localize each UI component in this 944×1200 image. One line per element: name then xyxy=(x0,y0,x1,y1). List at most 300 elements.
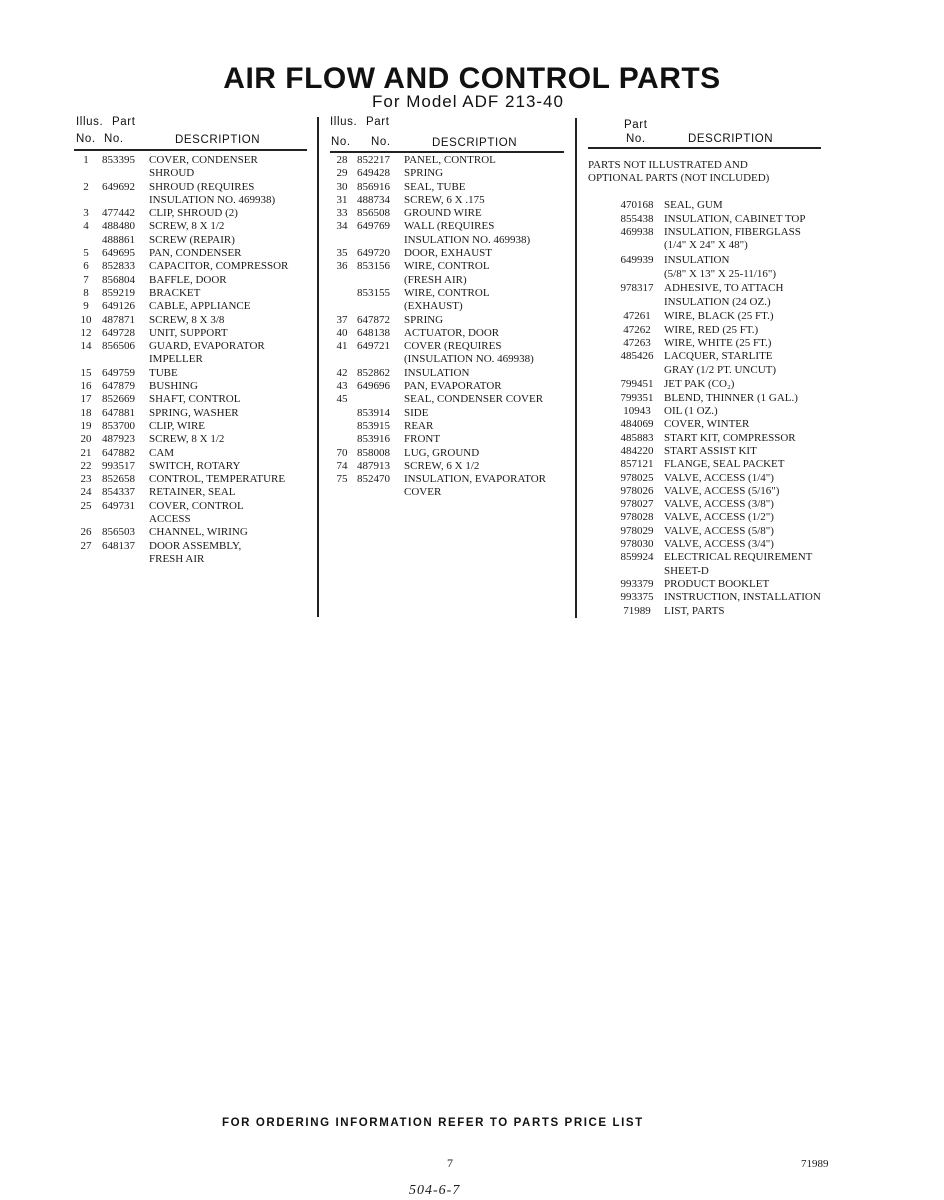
parts-row xyxy=(74,314,288,327)
part-number: 852669 xyxy=(102,393,135,406)
part-description: SCREW, 8 X 1/2 xyxy=(149,220,225,233)
part-number: 649769 xyxy=(357,220,390,233)
note-line: PARTS NOT ILLUSTRATED AND xyxy=(588,159,748,171)
illus-number: 29 xyxy=(336,167,348,180)
part-number: 993375 xyxy=(620,591,654,604)
illus-number: 40 xyxy=(336,326,348,339)
col1-illus-header: Illus. xyxy=(76,116,104,128)
parts-row xyxy=(330,274,546,287)
part-description: SEAL, TUBE xyxy=(404,180,466,193)
parts-row xyxy=(614,458,821,471)
part-description: GUARD, EVAPORATOR xyxy=(149,340,265,353)
parts-row xyxy=(330,340,546,353)
part-description: VALVE, ACCESS (3/4") xyxy=(664,538,774,551)
part-number: 799351 xyxy=(620,391,654,404)
part-description: INSULATION NO. 469938) xyxy=(404,233,531,246)
part-description: INSULATION xyxy=(664,254,730,267)
parts-row xyxy=(330,380,546,393)
col1-part-header: Part xyxy=(112,116,136,128)
part-description: COVER, CONTROL xyxy=(149,499,244,512)
part-number: 485883 xyxy=(620,431,654,444)
part-number: 978029 xyxy=(620,524,654,537)
part-description: DOOR, EXHAUST xyxy=(404,247,492,260)
parts-row xyxy=(330,220,546,233)
parts-row xyxy=(74,380,288,393)
part-number: 47262 xyxy=(623,323,651,336)
part-number: 647872 xyxy=(357,313,390,326)
part-number: 852217 xyxy=(357,154,390,166)
part-description: LUG, GROUND xyxy=(404,446,480,459)
part-description: WIRE, WHITE (25 FT.) xyxy=(664,337,772,350)
illus-number: 9 xyxy=(83,300,89,313)
handwritten-note: 504-6-7 xyxy=(409,1183,461,1198)
parts-row xyxy=(614,268,821,281)
part-description: FRONT xyxy=(404,433,441,446)
illus-number: 2 xyxy=(83,180,89,193)
parts-row xyxy=(330,420,546,433)
illus-number: 21 xyxy=(80,446,92,459)
part-description: SHROUD (REQUIRES xyxy=(149,180,255,193)
illus-number: 6 xyxy=(83,260,89,273)
part-number: 978030 xyxy=(620,538,654,551)
part-number: 649126 xyxy=(102,300,135,313)
part-description: SWITCH, ROTARY xyxy=(149,459,241,472)
part-number: 856503 xyxy=(102,526,135,539)
part-number: 647881 xyxy=(102,406,135,419)
part-number: 856506 xyxy=(102,340,135,353)
part-number: 978028 xyxy=(620,511,654,524)
parts-row xyxy=(330,367,546,380)
col3-part-no-header: No. xyxy=(626,133,646,145)
illus-number: 45 xyxy=(336,393,348,406)
part-number: 649721 xyxy=(357,340,390,353)
parts-row xyxy=(614,350,821,363)
part-description: SCREW, 6 X .175 xyxy=(404,193,485,206)
parts-row xyxy=(614,226,821,239)
parts-row xyxy=(74,420,288,433)
part-description: PRODUCT BOOKLET xyxy=(664,577,770,590)
parts-row xyxy=(330,154,546,167)
illus-number: 10 xyxy=(80,313,92,326)
parts-row xyxy=(74,526,288,539)
part-description: (EXHAUST) xyxy=(404,300,463,313)
part-description: PAN, CONDENSER xyxy=(149,247,242,260)
part-description: SIDE xyxy=(404,406,429,419)
part-description: (FRESH AIR) xyxy=(404,273,467,286)
part-description: SPRING, WASHER xyxy=(149,406,239,419)
part-description: SCREW, 8 X 3/8 xyxy=(149,313,225,326)
illus-number: 27 xyxy=(80,539,92,552)
illus-number: 8 xyxy=(83,286,89,299)
part-number: 470168 xyxy=(620,199,654,211)
parts-row xyxy=(74,220,288,233)
part-description: ACCESS xyxy=(149,513,191,526)
parts-column-2 xyxy=(330,154,546,500)
part-number: 487913 xyxy=(357,459,390,472)
parts-column-3 xyxy=(614,199,821,618)
part-description: INSULATION, EVAPORATOR xyxy=(404,473,546,486)
part-number: 488480 xyxy=(102,220,135,233)
part-number: 488734 xyxy=(357,193,390,206)
part-description: REAR xyxy=(404,419,434,432)
part-description: SCREW, 6 X 1/2 xyxy=(404,459,480,472)
parts-row xyxy=(614,405,821,418)
parts-row xyxy=(614,213,821,226)
part-description: WIRE, CONTROL xyxy=(404,260,490,273)
illus-number: 19 xyxy=(80,419,92,432)
part-number: 649759 xyxy=(102,366,135,379)
parts-row xyxy=(74,167,288,180)
parts-row xyxy=(614,445,821,458)
part-description: INSULATION (24 OZ.) xyxy=(664,295,771,308)
illus-number: 4 xyxy=(83,220,89,233)
illus-number: 7 xyxy=(83,273,89,286)
col2-description-header: DESCRIPTION xyxy=(432,137,518,149)
parts-row xyxy=(614,565,821,578)
part-number: 649428 xyxy=(357,167,390,180)
part-number: 853395 xyxy=(102,154,135,166)
not-illustrated-note xyxy=(588,159,769,186)
part-number: 852470 xyxy=(357,473,390,486)
part-number: 649692 xyxy=(102,180,135,193)
parts-row xyxy=(614,485,821,498)
parts-row xyxy=(614,578,821,591)
part-description: LIST, PARTS xyxy=(664,604,725,617)
parts-column-1 xyxy=(74,154,288,566)
parts-row xyxy=(330,353,546,366)
parts-row xyxy=(330,460,546,473)
illus-number: 35 xyxy=(336,247,348,260)
parts-row xyxy=(330,234,546,247)
parts-row xyxy=(74,433,288,446)
col2-illus-header: Illus. xyxy=(330,116,358,128)
parts-row xyxy=(74,473,288,486)
part-description: COVER, CONDENSER xyxy=(149,154,258,166)
part-number: 487871 xyxy=(102,313,135,326)
part-description: WIRE, RED (25 FT.) xyxy=(664,323,759,336)
part-description: OIL (1 OZ.) xyxy=(664,405,718,418)
illus-number: 15 xyxy=(80,366,92,379)
part-number: 978317 xyxy=(620,282,654,295)
illus-number: 17 xyxy=(80,393,92,406)
part-description: BLEND, THINNER (1 GAL.) xyxy=(664,391,798,404)
part-description: INSULATION, FIBERGLASS xyxy=(664,226,801,239)
part-number: 993379 xyxy=(620,577,654,590)
part-description: VALVE, ACCESS (5/8") xyxy=(664,524,774,537)
parts-row xyxy=(74,340,288,353)
part-number: 993517 xyxy=(102,459,135,472)
col3-part-header: Part xyxy=(624,119,648,131)
parts-row xyxy=(74,447,288,460)
part-number: 649731 xyxy=(102,499,135,512)
parts-row xyxy=(330,407,546,420)
parts-row xyxy=(330,207,546,220)
parts-row xyxy=(614,551,821,564)
part-number: 856804 xyxy=(102,273,135,286)
column-divider-right xyxy=(575,118,577,618)
page-title: AIR FLOW AND CONTROL PARTS xyxy=(223,62,721,95)
parts-row xyxy=(330,486,546,499)
illus-number: 3 xyxy=(83,207,89,220)
illus-number: 75 xyxy=(336,473,348,486)
col3-header-rule xyxy=(588,147,821,149)
illus-number: 1 xyxy=(83,154,89,166)
part-description: FLANGE, SEAL PACKET xyxy=(664,458,785,471)
part-number: 854337 xyxy=(102,486,135,499)
parts-row xyxy=(330,287,546,300)
illus-number: 74 xyxy=(336,459,348,472)
part-description: GROUND WIRE xyxy=(404,207,482,220)
part-number: 978025 xyxy=(620,471,654,484)
parts-row xyxy=(330,167,546,180)
part-description: BUSHING xyxy=(149,380,198,393)
part-description: BRACKET xyxy=(149,286,201,299)
parts-row xyxy=(614,254,821,267)
part-number: 853915 xyxy=(357,419,390,432)
part-description: COVER xyxy=(404,486,442,499)
part-number: 853916 xyxy=(357,433,390,446)
part-description: SPRING xyxy=(404,167,444,180)
parts-row xyxy=(614,418,821,431)
illus-number: 43 xyxy=(336,380,348,393)
parts-row xyxy=(74,154,288,167)
part-number: 978027 xyxy=(620,498,654,511)
col1-illus-no-header: No. xyxy=(76,133,96,145)
parts-row xyxy=(614,199,821,212)
part-description: START ASSIST KIT xyxy=(664,444,757,457)
illus-number: 25 xyxy=(80,499,92,512)
parts-row xyxy=(614,525,821,538)
part-number: 852833 xyxy=(102,260,135,273)
part-number: 71989 xyxy=(623,604,651,617)
part-description: SHAFT, CONTROL xyxy=(149,393,241,406)
part-description: LACQUER, STARLITE xyxy=(664,350,773,363)
part-description: INSULATION xyxy=(404,366,470,379)
col1-header-rule xyxy=(74,149,307,151)
parts-row xyxy=(614,364,821,377)
parts-row xyxy=(614,310,821,323)
part-description: WALL (REQUIRES xyxy=(404,220,495,233)
illus-number: 36 xyxy=(336,260,348,273)
part-description: VALVE, ACCESS (5/16") xyxy=(664,484,780,497)
part-number: 853914 xyxy=(357,406,390,419)
part-number: 484069 xyxy=(620,418,654,431)
parts-row xyxy=(330,247,546,260)
illus-number: 16 xyxy=(80,380,92,393)
part-number: 485426 xyxy=(620,350,654,363)
parts-row xyxy=(74,486,288,499)
part-description: WIRE, CONTROL xyxy=(404,286,490,299)
part-description: CONTROL, TEMPERATURE xyxy=(149,473,286,486)
document-number: 71989 xyxy=(801,1158,829,1170)
part-description: ACTUATOR, DOOR xyxy=(404,326,500,339)
parts-row xyxy=(330,300,546,313)
parts-row xyxy=(614,282,821,295)
illus-number: 30 xyxy=(336,180,348,193)
parts-row xyxy=(74,287,288,300)
parts-row xyxy=(74,407,288,420)
parts-row xyxy=(614,337,821,350)
parts-row xyxy=(614,538,821,551)
col2-illus-no-header: No. xyxy=(331,136,351,148)
parts-row xyxy=(614,498,821,511)
part-number: 649720 xyxy=(357,247,390,260)
part-description: ELECTRICAL REQUIREMENT xyxy=(664,551,813,564)
part-description: CHANNEL, WIRING xyxy=(149,526,248,539)
illus-number: 70 xyxy=(336,446,348,459)
part-description: COVER (REQUIRES xyxy=(404,340,502,353)
part-description: INSULATION NO. 469938) xyxy=(149,193,276,206)
parts-row xyxy=(330,181,546,194)
part-number: 469938 xyxy=(620,226,654,239)
parts-row xyxy=(614,392,821,405)
col3-description-header: DESCRIPTION xyxy=(688,133,774,145)
col2-part-no-header: No. xyxy=(371,136,391,148)
parts-row xyxy=(330,260,546,273)
parts-row xyxy=(74,247,288,260)
illus-number: 5 xyxy=(83,247,89,260)
parts-row xyxy=(614,472,821,485)
part-number: 856508 xyxy=(357,207,390,220)
part-number: 647879 xyxy=(102,380,135,393)
parts-row xyxy=(614,605,821,618)
part-number: 853156 xyxy=(357,260,390,273)
parts-row xyxy=(330,447,546,460)
parts-row xyxy=(614,296,821,309)
part-description: GRAY (1/2 PT. UNCUT) xyxy=(664,363,777,376)
part-description: CLIP, WIRE xyxy=(149,419,206,432)
parts-row xyxy=(330,473,546,486)
ordering-footer: FOR ORDERING INFORMATION REFER TO PARTS PRICE LIST xyxy=(222,1117,644,1129)
part-number: 10943 xyxy=(623,405,651,418)
part-number: 852862 xyxy=(357,366,390,379)
parts-row xyxy=(614,378,821,391)
parts-row xyxy=(330,327,546,340)
parts-row xyxy=(74,460,288,473)
parts-row xyxy=(74,234,288,247)
part-description: PANEL, CONTROL xyxy=(404,154,496,166)
part-number: 649696 xyxy=(357,380,390,393)
illus-number: 20 xyxy=(80,433,92,446)
part-description: CAM xyxy=(149,446,175,459)
parts-row xyxy=(74,393,288,406)
part-description: PAN, EVAPORATOR xyxy=(404,380,502,393)
part-number: 856916 xyxy=(357,180,390,193)
part-description: INSTRUCTION, INSTALLATION xyxy=(664,591,821,604)
illus-number: 23 xyxy=(80,473,92,486)
illus-number: 31 xyxy=(336,193,348,206)
part-description: (INSULATION NO. 469938) xyxy=(404,353,534,366)
illus-number: 24 xyxy=(80,486,92,499)
part-description: IMPELLER xyxy=(149,353,203,366)
illus-number: 12 xyxy=(80,326,92,339)
part-number: 857121 xyxy=(620,458,654,471)
part-number: 859924 xyxy=(620,551,654,564)
parts-row xyxy=(74,274,288,287)
part-description: SPRING xyxy=(404,313,444,326)
part-description: INSULATION, CABINET TOP xyxy=(664,212,806,225)
part-number: 649939 xyxy=(620,254,654,267)
page-number: 7 xyxy=(447,1156,453,1170)
part-description: (1/4" X 24" X 48") xyxy=(664,239,748,252)
part-number: 649695 xyxy=(102,247,135,260)
part-number: 852658 xyxy=(102,473,135,486)
part-description: COVER, WINTER xyxy=(664,418,750,431)
part-number: 799451 xyxy=(620,378,654,391)
part-description: SEAL, GUM xyxy=(664,199,723,211)
part-number: 484220 xyxy=(620,444,654,457)
parts-row xyxy=(614,432,821,445)
parts-row xyxy=(74,553,288,566)
part-description: FRESH AIR xyxy=(149,552,205,565)
part-number: 649728 xyxy=(102,326,135,339)
part-number: 648138 xyxy=(357,326,390,339)
parts-row xyxy=(74,260,288,273)
parts-row xyxy=(74,181,288,194)
part-number: 47263 xyxy=(623,337,651,350)
part-number: 853700 xyxy=(102,419,135,432)
parts-row xyxy=(330,393,546,406)
part-description: CABLE, APPLIANCE xyxy=(149,300,251,313)
parts-row xyxy=(74,367,288,380)
parts-row xyxy=(74,207,288,220)
part-number: 647882 xyxy=(102,446,135,459)
parts-row xyxy=(74,194,288,207)
part-number: 853155 xyxy=(357,286,390,299)
parts-row xyxy=(74,353,288,366)
parts-row xyxy=(74,500,288,513)
part-description: SHEET-D xyxy=(664,564,709,577)
part-description: VALVE, ACCESS (3/8") xyxy=(664,498,774,511)
part-description: ADHESIVE, TO ATTACH xyxy=(664,282,784,295)
parts-row xyxy=(74,513,288,526)
part-description: VALVE, ACCESS (1/4") xyxy=(664,471,774,484)
col2-part-header: Part xyxy=(366,116,390,128)
col1-part-no-header: No. xyxy=(104,133,124,145)
part-number: 858008 xyxy=(357,446,390,459)
part-description: TUBE xyxy=(149,366,178,379)
part-description: CAPACITOR, COMPRESSOR xyxy=(149,260,289,273)
parts-row xyxy=(74,327,288,340)
illus-number: 22 xyxy=(80,459,92,472)
part-description: DOOR ASSEMBLY, xyxy=(149,539,242,552)
model-subtitle: For Model ADF 213-40 xyxy=(372,92,564,111)
part-number: 47261 xyxy=(623,310,651,323)
parts-row xyxy=(614,239,821,252)
part-description: SEAL, CONDENSER COVER xyxy=(404,393,544,406)
part-number: 855438 xyxy=(620,212,654,225)
part-number: 978026 xyxy=(620,484,654,497)
part-number: 648137 xyxy=(102,539,135,552)
note-line: OPTIONAL PARTS (NOT INCLUDED) xyxy=(588,172,770,185)
part-description: WIRE, BLACK (25 FT.) xyxy=(664,310,774,323)
part-description: START KIT, COMPRESSOR xyxy=(664,431,796,444)
col2-header-rule xyxy=(330,151,564,153)
parts-row xyxy=(614,591,821,604)
part-number: 859219 xyxy=(102,286,135,299)
illus-number: 28 xyxy=(336,154,348,166)
parts-row xyxy=(74,300,288,313)
parts-row xyxy=(330,194,546,207)
illus-number: 34 xyxy=(336,220,348,233)
part-description: BAFFLE, DOOR xyxy=(149,273,227,286)
illus-number: 18 xyxy=(80,406,92,419)
part-number: 487923 xyxy=(102,433,135,446)
column-divider-left xyxy=(317,117,319,617)
parts-row xyxy=(330,314,546,327)
parts-row xyxy=(614,324,821,337)
part-description: (5/8" X 13" X 25-11/16") xyxy=(664,267,777,280)
